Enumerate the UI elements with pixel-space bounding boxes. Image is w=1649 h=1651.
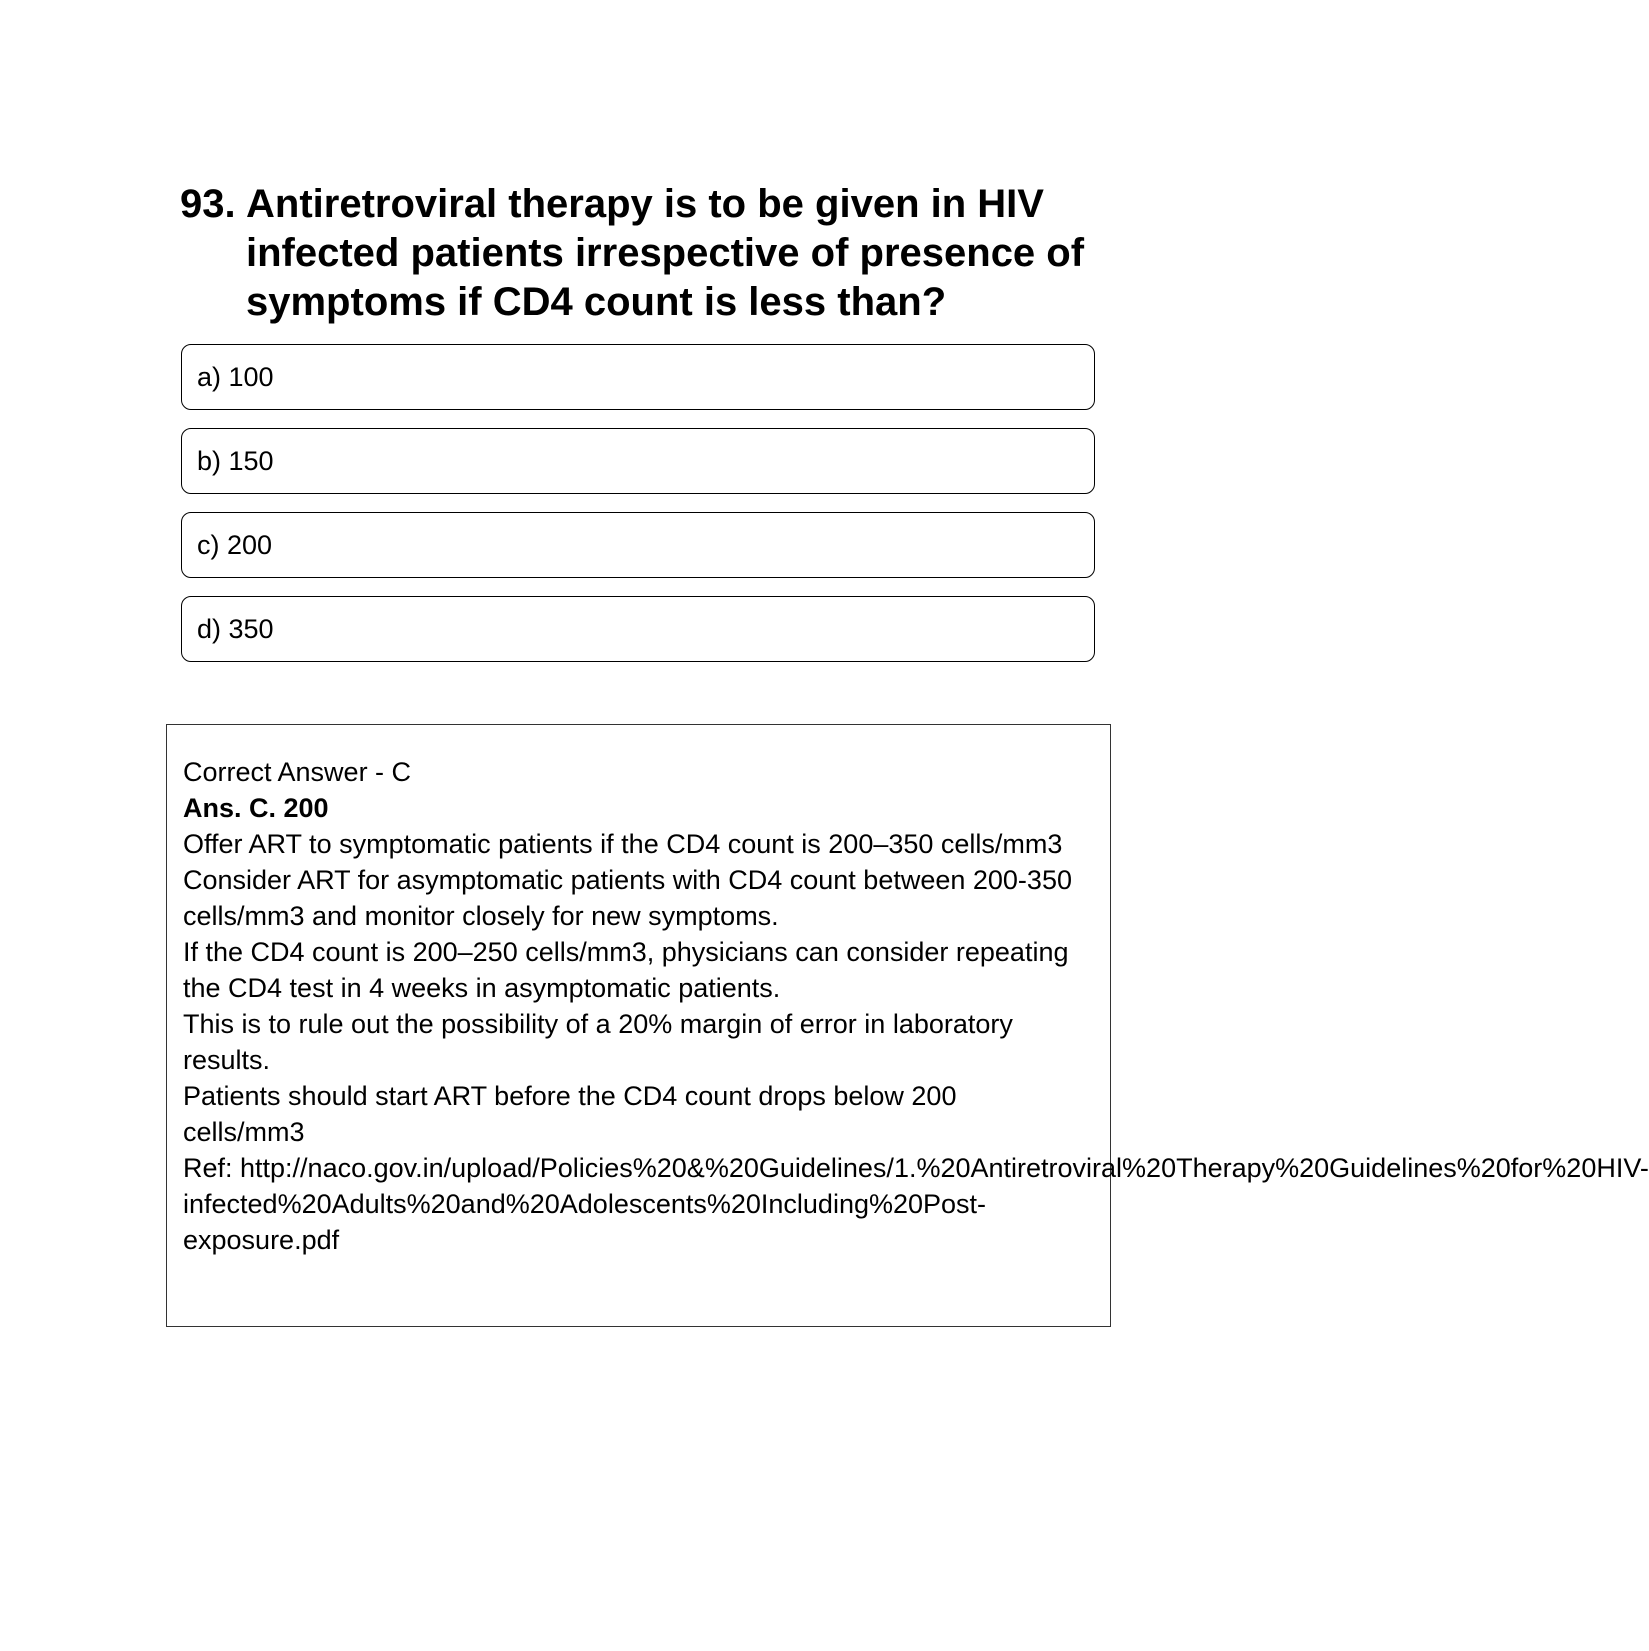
question-number: 93. <box>180 182 236 226</box>
explanation-line: If the CD4 count is 200–250 cells/mm3, physicians can consider repeating the CD4 test in 4 weeks in asymptomatic patients. <box>183 937 1069 1003</box>
question-heading <box>180 180 1100 327</box>
answer-title: Ans. C. 200 <box>183 793 329 823</box>
reference-url-line-1[interactable]: Ref: http://naco.gov.in/upload/Policies%20&%20Guidelines/1.%20Antiretroviral%20Therapy%20Guidelines%20for%20HIV- <box>183 1153 1649 1183</box>
option-a-label: a) 100 <box>197 361 274 392</box>
explanation-line: Patients should start ART before the CD4 count drops below 200 cells/mm3 <box>183 1081 957 1147</box>
option-c[interactable] <box>181 512 1095 578</box>
question-text: Antiretroviral therapy is to be given in HIV infected patients irrespective of presence of symptoms if CD4 count is less than? <box>246 182 1085 324</box>
explanation-line: Consider ART for asymptomatic patients with CD4 count between 200-350 cells/mm3 and monitor closely for new symptoms. <box>183 865 1072 931</box>
option-c-label: c) 200 <box>197 529 273 560</box>
explanation-line: Offer ART to symptomatic patients if the CD4 count is 200–350 cells/mm3 <box>183 829 1063 859</box>
explanation-line: This is to rule out the possibility of a 20% margin of error in laboratory results. <box>183 1009 1013 1075</box>
option-b[interactable] <box>181 428 1095 494</box>
correct-answer-text: Correct Answer - C <box>183 757 412 787</box>
option-a[interactable] <box>181 344 1095 410</box>
reference-url-line-2[interactable]: infected%20Adults%20and%20Adolescents%20Including%20Post- <box>183 1189 987 1219</box>
reference-url-line-3[interactable]: exposure.pdf <box>183 1225 340 1255</box>
answer-explanation-box <box>166 724 1649 1327</box>
option-b-label: b) 150 <box>197 445 274 476</box>
option-d-label: d) 350 <box>197 613 274 644</box>
option-d[interactable] <box>181 596 1095 662</box>
